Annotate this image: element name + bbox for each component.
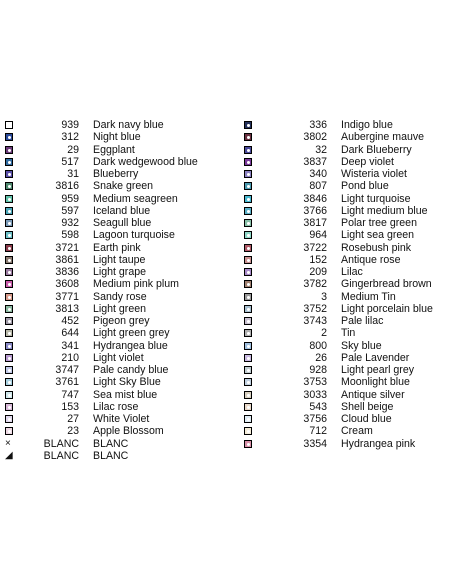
color-swatch-icon xyxy=(5,133,13,141)
color-name: Light taupe xyxy=(93,253,146,266)
color-swatch-icon xyxy=(244,268,252,276)
color-swatch-icon xyxy=(5,427,13,435)
color-swatch-icon xyxy=(244,231,252,239)
color-swatch-icon xyxy=(5,342,13,350)
color-swatch-icon xyxy=(5,268,13,276)
color-code: 209 xyxy=(309,266,327,278)
color-code: 312 xyxy=(61,131,79,144)
color-code: 3837 xyxy=(303,155,327,168)
color-name: Dark Blueberry xyxy=(341,143,412,156)
color-code: 3608 xyxy=(55,278,79,291)
color-name: Light sea green xyxy=(341,229,415,242)
color-code: 747 xyxy=(61,388,79,401)
color-swatch-icon xyxy=(5,121,13,129)
color-name: Lagoon turquoise xyxy=(93,229,175,242)
color-name: Dark navy blue xyxy=(93,119,164,131)
color-code: 3771 xyxy=(55,290,79,303)
color-name: Iceland blue xyxy=(93,204,151,217)
color-name: BLANC xyxy=(93,449,129,462)
color-code: 3813 xyxy=(55,302,79,315)
color-swatch-icon xyxy=(244,329,252,337)
color-code: 3354 xyxy=(303,437,327,450)
color-name: Moonlight blue xyxy=(341,376,410,389)
color-name: Sandy rose xyxy=(93,290,147,303)
color-name: Hydrangea blue xyxy=(93,339,168,352)
color-code: BLANC xyxy=(43,437,79,450)
color-code: 153 xyxy=(61,400,79,413)
color-code: 3753 xyxy=(303,376,327,389)
color-name: Shell beige xyxy=(341,400,394,413)
color-swatch-icon xyxy=(244,146,252,154)
color-swatch-icon xyxy=(244,354,252,362)
color-swatch-icon xyxy=(244,366,252,374)
color-code: 3836 xyxy=(55,266,79,278)
color-name: Indigo blue xyxy=(341,119,393,131)
color-swatch-icon xyxy=(244,195,252,203)
color-code: 29 xyxy=(67,143,79,156)
color-code: 26 xyxy=(315,351,327,364)
color-code: 340 xyxy=(309,168,327,180)
color-swatch-icon xyxy=(5,244,13,252)
color-name: Pond blue xyxy=(341,180,389,193)
color-code: 210 xyxy=(61,351,79,364)
color-name: Sky blue xyxy=(341,339,382,352)
color-name: Light violet xyxy=(93,351,144,364)
color-name: Seagull blue xyxy=(93,217,152,229)
color-code: 3 xyxy=(321,290,327,303)
color-name: Light Sky Blue xyxy=(93,376,161,389)
color-swatch-icon xyxy=(5,329,13,337)
color-code: 517 xyxy=(61,155,79,168)
color-name: Antique silver xyxy=(341,388,405,401)
color-code: 964 xyxy=(309,229,327,242)
color-code: 3756 xyxy=(303,413,327,425)
color-name: Cream xyxy=(341,425,373,438)
color-code: 3033 xyxy=(303,388,327,401)
color-swatch-icon xyxy=(5,391,13,399)
color-name: Antique rose xyxy=(341,253,401,266)
color-code: 3747 xyxy=(55,364,79,376)
color-code: 336 xyxy=(309,119,327,131)
color-code: 712 xyxy=(309,425,327,438)
color-name: Hydrangea pink xyxy=(341,437,416,450)
color-name: Light pearl grey xyxy=(341,364,415,376)
color-name: Sea mist blue xyxy=(93,388,158,401)
color-swatch-icon xyxy=(244,170,252,178)
color-swatch-icon xyxy=(244,256,252,264)
color-swatch-icon xyxy=(5,146,13,154)
color-swatch-icon xyxy=(5,219,13,227)
color-swatch-icon xyxy=(5,354,13,362)
color-code: 644 xyxy=(61,327,79,340)
color-swatch-icon xyxy=(244,440,252,448)
color-swatch-icon xyxy=(244,219,252,227)
color-swatch-icon xyxy=(5,317,13,325)
color-swatch-icon xyxy=(244,403,252,411)
color-name: Cloud blue xyxy=(341,413,392,425)
color-swatch-icon xyxy=(244,415,252,423)
color-swatch-icon xyxy=(5,256,13,264)
color-name: Wisteria violet xyxy=(341,168,407,180)
color-code: 3752 xyxy=(303,302,327,315)
color-name: Medium pink plum xyxy=(93,278,179,291)
color-swatch-icon xyxy=(244,182,252,190)
color-code: 23 xyxy=(67,425,79,438)
color-code: 807 xyxy=(309,180,327,193)
color-code: 939 xyxy=(61,119,79,131)
color-code: 3846 xyxy=(303,192,327,205)
color-code: 31 xyxy=(67,168,79,180)
color-name: Pigeon grey xyxy=(93,315,150,327)
color-code: 3743 xyxy=(303,315,327,327)
color-name: Earth pink xyxy=(93,241,141,254)
color-code: 3816 xyxy=(55,180,79,193)
color-name: Tin xyxy=(341,327,356,340)
color-code: 32 xyxy=(315,143,327,156)
color-code: 543 xyxy=(309,400,327,413)
color-name: Night blue xyxy=(93,131,141,144)
color-swatch-icon xyxy=(244,305,252,313)
color-name: Medium seagreen xyxy=(93,192,178,205)
color-code: 598 xyxy=(61,229,79,242)
color-name: Aubergine mauve xyxy=(341,131,425,144)
color-code: 3817 xyxy=(303,217,327,229)
color-swatch-icon xyxy=(5,293,13,301)
color-swatch-icon xyxy=(244,133,252,141)
color-name: Polar tree green xyxy=(341,217,417,229)
color-code: 452 xyxy=(61,315,79,327)
color-code: 27 xyxy=(67,413,79,425)
color-code: 3802 xyxy=(303,131,327,144)
symbol-glyph-icon: ◢ xyxy=(5,449,13,461)
color-name: Pale candy blue xyxy=(93,364,169,376)
color-name: Pale Lavender xyxy=(341,351,410,364)
color-swatch-icon xyxy=(5,403,13,411)
color-name: Gingerbread brown xyxy=(341,278,432,291)
color-swatch-icon xyxy=(244,391,252,399)
color-name: Light porcelain blue xyxy=(341,302,433,315)
color-code: 3861 xyxy=(55,253,79,266)
color-name: Light grape xyxy=(93,266,147,278)
color-code: 3782 xyxy=(303,278,327,291)
color-name: Lilac xyxy=(341,266,363,278)
color-swatch-icon xyxy=(244,158,252,166)
color-swatch-icon xyxy=(244,317,252,325)
color-code: 341 xyxy=(61,339,79,352)
color-swatch-icon xyxy=(244,280,252,288)
color-name: Pale lilac xyxy=(341,315,384,327)
color-name: BLANC xyxy=(93,437,129,450)
color-code: 800 xyxy=(309,339,327,352)
color-swatch-icon xyxy=(5,280,13,288)
color-code: 2 xyxy=(321,327,327,340)
color-swatch-icon xyxy=(244,244,252,252)
color-swatch-icon xyxy=(5,305,13,313)
color-swatch-icon xyxy=(244,342,252,350)
color-swatch-icon xyxy=(244,378,252,386)
color-code: 959 xyxy=(61,192,79,205)
color-swatch-icon xyxy=(5,366,13,374)
color-code: 152 xyxy=(309,253,327,266)
color-name: Eggplant xyxy=(93,143,135,156)
color-name: Light medium blue xyxy=(341,204,428,217)
color-name: Dark wedgewood blue xyxy=(93,155,198,168)
color-name: Light green xyxy=(93,302,147,315)
color-code: 928 xyxy=(309,364,327,376)
color-swatch-icon xyxy=(5,207,13,215)
color-code: 3721 xyxy=(55,241,79,254)
color-swatch-icon xyxy=(5,378,13,386)
color-code: 3761 xyxy=(55,376,79,389)
color-swatch-icon xyxy=(5,158,13,166)
color-code: 597 xyxy=(61,204,79,217)
color-swatch-icon xyxy=(244,207,252,215)
color-swatch-icon xyxy=(5,231,13,239)
color-swatch-icon xyxy=(5,195,13,203)
color-swatch-icon xyxy=(5,415,13,423)
color-code: 3722 xyxy=(303,241,327,254)
color-name: Deep violet xyxy=(341,155,394,168)
color-name: White Violet xyxy=(93,413,150,425)
color-name: Medium Tin xyxy=(341,290,396,303)
color-code: 3766 xyxy=(303,204,327,217)
color-swatch-icon xyxy=(5,170,13,178)
symbol-glyph-icon: × xyxy=(5,437,11,449)
color-swatch-icon xyxy=(244,427,252,435)
color-swatch-icon xyxy=(244,121,252,129)
color-swatch-icon xyxy=(5,182,13,190)
color-code: BLANC xyxy=(43,449,79,462)
color-swatch-icon xyxy=(244,293,252,301)
color-name: Blueberry xyxy=(93,168,139,180)
color-name: Apple Blossom xyxy=(93,425,164,438)
color-name: Snake green xyxy=(93,180,154,193)
color-name: Light turquoise xyxy=(341,192,411,205)
color-name: Lilac rose xyxy=(93,400,139,413)
color-code: 932 xyxy=(61,217,79,229)
color-name: Light green grey xyxy=(93,327,170,340)
color-name: Rosebush pink xyxy=(341,241,412,254)
